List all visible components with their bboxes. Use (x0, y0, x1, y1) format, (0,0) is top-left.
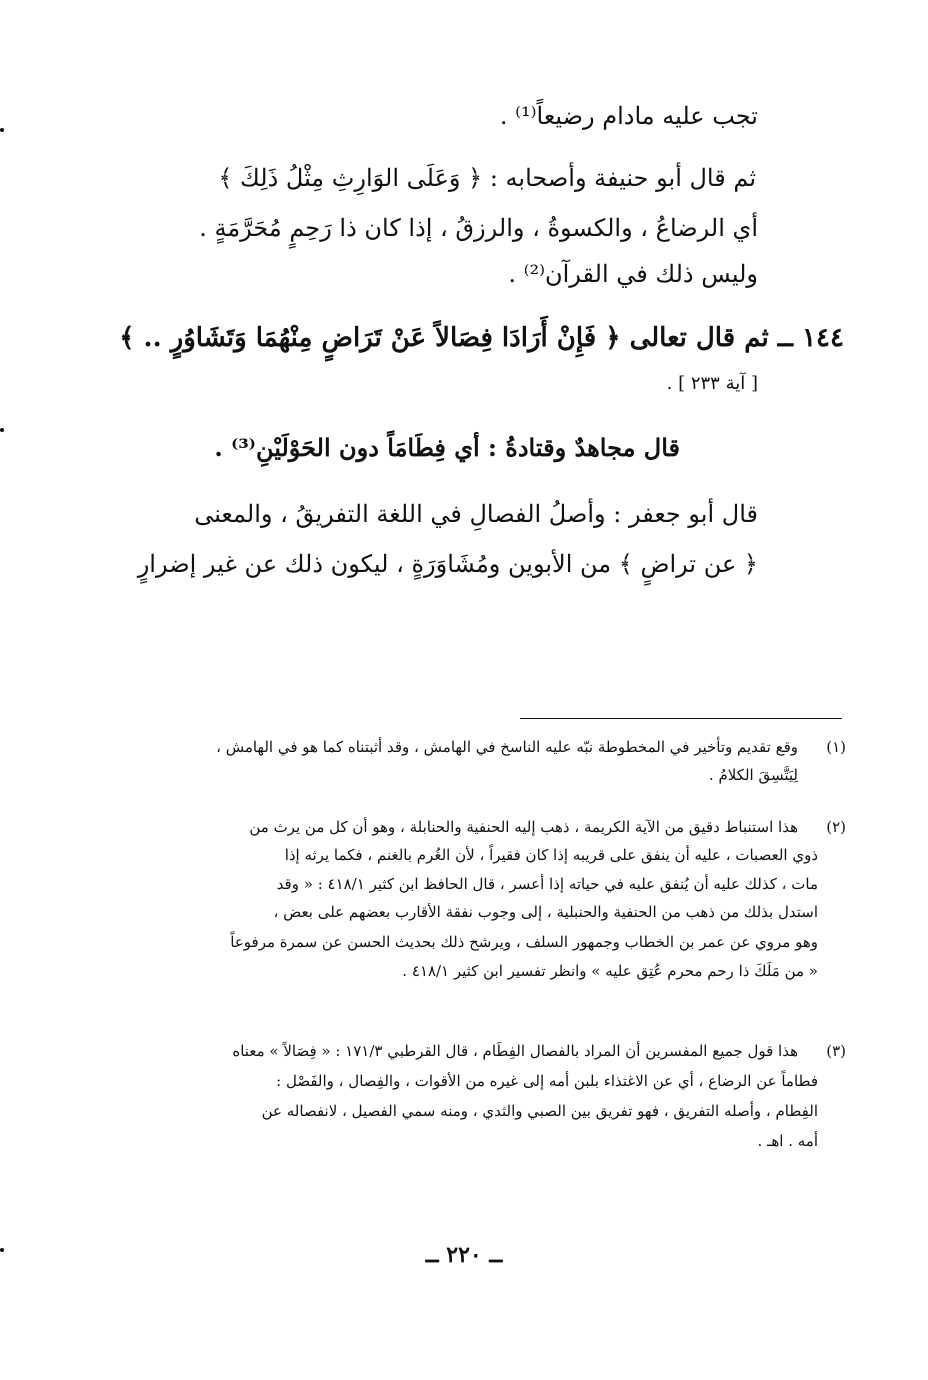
body-line-abu-jafar-1: قال أبو جعفر : وأصلُ الفصالِ في اللغة التفريقُ ، والمعنى (194, 500, 758, 528)
body-line-2: ثم قال أبو حنيفة وأصحابه : ﴿ وَعَلَى الوَارِثِ مِثْلُ ذَلِكَ ﴾ (218, 164, 756, 192)
footnote-divider (520, 718, 842, 719)
footnote-2-line-3: مات ، كذلك عليه أن يُنفق عليه في حياته إذا أعسر ، قال الحافظ ابن كثير ٤١٨/١ : « وقد (276, 875, 818, 893)
footnote-2-line-4: استدل بذلك من ذهب من الحنفية والحنبلية ، إلى وجوب نفقة الأقارب بعضهم على بعض ، (273, 903, 818, 921)
body-line-1: تجب عليه مادام رضيعاً⁽¹⁾ . (499, 102, 758, 130)
footnote-3-line-4: أمه . اهـ . (757, 1132, 818, 1150)
footnote-2-line-6: « من مَلَكَ ذا رحم محرم عُتِق عليه » وانظر تفسير ابن كثير ٤١٨/١ . (402, 962, 818, 980)
scan-mark (0, 128, 4, 132)
body-line-abu-jafar-2: ﴿ عن تراضٍ ﴾ من الأبوين ومُشَاوَرَةٍ ، ليكون ذلك عن غير إضرارٍ (137, 550, 758, 578)
footnote-2-line-2: ذوي العصبات ، عليه أن ينفق على قريبه إذا كان فقيراً ، لأن الغُرم بالغنم ، فكما يرثه إذا (284, 846, 818, 864)
footnote-3-line-3: الفِطام ، وأصله التفريق ، فهو تفريق بين الصبي والثدي ، ومنه سمي الفصيل ، لانفصاله عن (261, 1102, 818, 1120)
footnote-2-line-1: هذا استنباط دقيق من الآية الكريمة ، ذهب إليه الحنفية والحنابلة ، وهو أن كل من يرث من (249, 818, 798, 836)
footnote-1-line-1: وقع تقديم وتأخير في المخطوطة نبّه عليه الناسخ في الهامش ، وقد أثبتناه كما هو في الهامش ، (216, 738, 798, 756)
footnote-2-line-5: وهو مروي عن عمر بن الخطاب وجمهور السلف ، ويرشح ذلك بحديث الحسن عن سمرة مرفوعاً (230, 933, 818, 951)
body-line-mujahid: قال مجاهدٌ وقتادةُ : أي فِطَامَاً دون الحَوْلَيْنِ⁽³⁾ . (214, 433, 680, 462)
footnote-number-3: (٣) (826, 1042, 846, 1060)
verse-heading-144: ١٤٤ ــ ثم قال تعالى ﴿ فَإِنْ أَرَادَا فِصَالاً عَنْ تَرَاضٍ مِنْهُمَا وَتَشَاوُرٍ .. ﴾ (119, 323, 844, 353)
footnote-3-line-2: فطاماً عن الرضاع ، أي عن الاغتذاء بلبن أمه إلى غيره من الأقوات ، والفِصال ، والفَصْل : (276, 1072, 818, 1090)
page-number: ــ ٢٢٠ ــ (425, 1242, 503, 1268)
body-line-4: وليس ذلك في القرآن⁽²⁾ . (508, 260, 758, 288)
scan-mark (0, 428, 4, 432)
footnote-3-line-1: هذا قول جميع المفسرين أن المراد بالفصال الفِطَام ، قال القرطبي ١٧١/٣ : « فِصَالاً » معناه (232, 1042, 798, 1060)
footnote-number-2: (٢) (826, 818, 846, 836)
scan-mark (0, 1248, 4, 1252)
footnote-1-line-2: لِيَتَّسِقَ الكلامُ . (708, 766, 798, 784)
body-line-3: أي الرضاعُ ، والكسوةُ ، والرزقُ ، إذا كان ذا رَحِمٍ مُحَرَّمَةٍ . (199, 214, 758, 242)
verse-reference: [ آية ٢٣٣ ] . (666, 373, 758, 394)
footnote-number-1: (١) (826, 738, 846, 756)
